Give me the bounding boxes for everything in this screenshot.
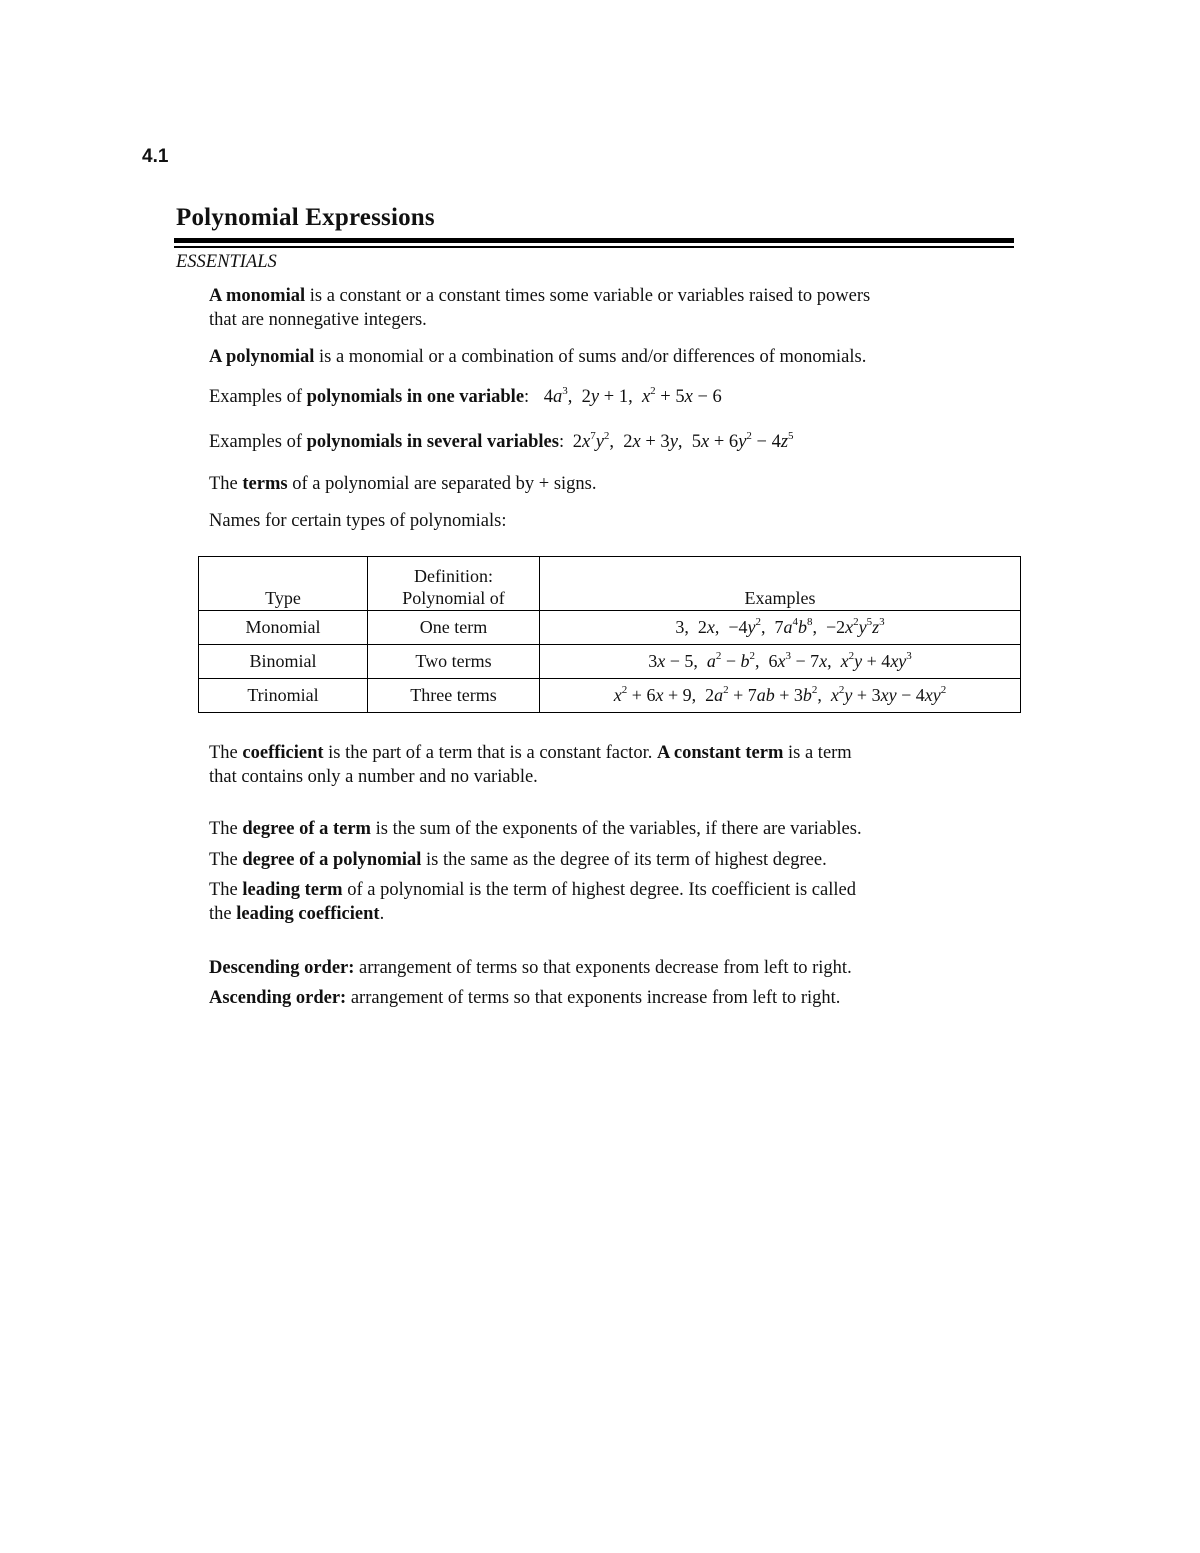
descending-text: arrangement of terms so that exponents decrease from left to right. bbox=[354, 958, 852, 978]
leading-coefficient-bold: leading coefficient bbox=[236, 904, 380, 924]
header-type: Type bbox=[199, 557, 368, 611]
leading-prefix: The bbox=[209, 880, 243, 900]
ascending-text: arrangement of terms so that exponents increase from left to right. bbox=[346, 988, 841, 1008]
page-title: Polynomial Expressions bbox=[176, 204, 435, 231]
title-rule-thin bbox=[174, 246, 1014, 248]
title-rule-thick bbox=[174, 238, 1014, 243]
monomial-text-line2: that are nonnegative integers. bbox=[209, 310, 427, 330]
polynomial-types-table bbox=[198, 556, 1021, 713]
section-number: 4.1 bbox=[142, 146, 169, 167]
row-examples: 3x − 5, $a^2 - b^2$, $6x^3 - 7x$, $x^2y + 4xy^3$ bbox=[540, 645, 1021, 679]
row-definition: One term bbox=[368, 611, 540, 645]
terms-prefix: The bbox=[209, 474, 243, 494]
coefficient-line2: that contains only a number and no variable. bbox=[209, 767, 538, 787]
coefficient-prefix: The bbox=[209, 743, 243, 763]
constant-term-bold: A constant term bbox=[656, 743, 784, 763]
leading-term-definition bbox=[209, 878, 1009, 926]
leading-line2-prefix: the bbox=[209, 904, 237, 924]
coefficient-middle: is the part of a term that is a constant factor. bbox=[323, 743, 657, 763]
examples-several-math: $2x^7y^2$, 2x + 3y, $5x + 6y^2 - 4z^5$ bbox=[572, 430, 794, 452]
degree-term-bold: degree of a term bbox=[242, 819, 371, 839]
examples-one-bold: polynomials in one variable bbox=[306, 387, 525, 407]
degree-poly-prefix: The bbox=[209, 850, 243, 870]
degree-poly-suffix: is the same as the degree of its term of highest degree. bbox=[421, 850, 827, 870]
degree-of-term bbox=[209, 817, 1009, 841]
row-type: Monomial bbox=[199, 611, 368, 645]
table-row bbox=[199, 645, 1021, 679]
leading-term-bold: leading term bbox=[242, 880, 343, 900]
header-examples: Examples bbox=[540, 557, 1021, 611]
monomial-text-line1: is a constant or a constant times some variable or variables raised to powers bbox=[305, 286, 871, 306]
examples-several-variables bbox=[209, 430, 1009, 454]
row-definition: Three terms bbox=[368, 679, 540, 713]
examples-several-bold: polynomials in several variables bbox=[306, 432, 559, 452]
header-definition-line2: Polynomial of bbox=[402, 588, 505, 608]
table-row bbox=[199, 611, 1021, 645]
polynomial-text: is a monomial or a combination of sums and/or differences of monomials. bbox=[314, 347, 867, 367]
table-row bbox=[199, 679, 1021, 713]
ascending-bold: Ascending order: bbox=[209, 988, 347, 1008]
row-examples: 3, 2x, $-4y^2$, $7a^4b^8$, $-2x^2y^5z^3$ bbox=[540, 611, 1021, 645]
ascending-order bbox=[209, 986, 1009, 1010]
header-definition bbox=[368, 557, 540, 611]
leading-middle: of a polynomial is the term of highest degree. Its coefficient is called bbox=[342, 880, 856, 900]
examples-one-prefix: Examples of bbox=[209, 387, 307, 407]
examples-several-suffix: : bbox=[558, 432, 565, 452]
row-examples: $x^2 + 6x + 9$, $2a^2 + 7ab + 3b^2$, $x^2y + 3xy - 4xy^2$ bbox=[540, 679, 1021, 713]
header-definition-line1: Definition: bbox=[414, 566, 493, 586]
descending-bold: Descending order: bbox=[209, 958, 355, 978]
examples-several-prefix: Examples of bbox=[209, 432, 307, 452]
essentials-heading: ESSENTIALS bbox=[176, 252, 277, 272]
coefficient-bold: coefficient bbox=[242, 743, 324, 763]
examples-one-math: $4a^3$, 2y + 1, $x^2 + 5x - 6$ bbox=[543, 385, 722, 407]
polynomial-term: A polynomial bbox=[209, 347, 315, 367]
coefficient-definition bbox=[209, 741, 1009, 789]
leading-line2-suffix: . bbox=[379, 904, 385, 924]
polynomial-definition bbox=[209, 345, 1009, 369]
terms-suffix: of a polynomial are separated by + signs. bbox=[287, 474, 597, 494]
degree-term-prefix: The bbox=[209, 819, 243, 839]
monomial-definition bbox=[209, 284, 1009, 332]
degree-poly-bold: degree of a polynomial bbox=[242, 850, 422, 870]
names-intro: Names for certain types of polynomials: bbox=[209, 511, 507, 531]
examples-one-variable bbox=[209, 385, 1009, 409]
descending-order bbox=[209, 956, 1009, 980]
monomial-term: A monomial bbox=[209, 286, 306, 306]
coefficient-suffix: is a term bbox=[783, 743, 852, 763]
examples-one-suffix: : bbox=[524, 387, 530, 407]
terms-bold: terms bbox=[242, 474, 288, 494]
terms-sentence bbox=[209, 472, 1009, 496]
degree-term-suffix: is the sum of the exponents of the variables, if there are variables. bbox=[370, 819, 862, 839]
row-type: Binomial bbox=[199, 645, 368, 679]
row-definition: Two terms bbox=[368, 645, 540, 679]
table-header-row bbox=[199, 557, 1021, 611]
degree-of-polynomial bbox=[209, 848, 1009, 872]
row-type: Trinomial bbox=[199, 679, 368, 713]
